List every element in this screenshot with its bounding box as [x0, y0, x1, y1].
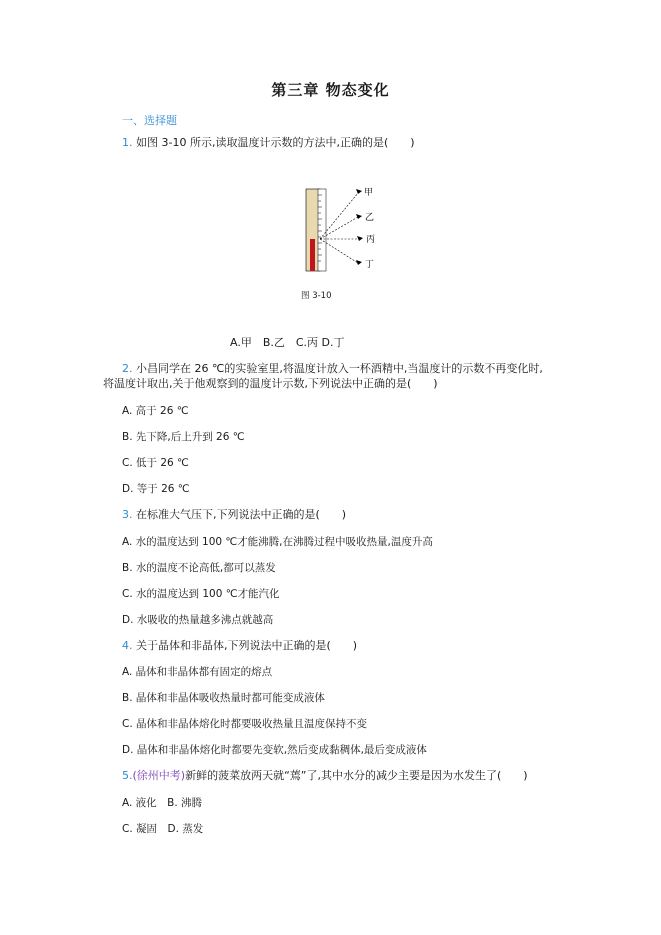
question-number: 1. [122, 136, 133, 149]
question-1-options: A.甲 B.乙 C.丙 D.丁 [230, 336, 345, 349]
question-stem: 如图 3-10 所示,读取温度计示数的方法中,正确的是( ) [136, 136, 415, 149]
question-source: (徐州中考) [132, 769, 186, 782]
question-5-options-row-1: A. 液化 B. 沸腾 [122, 797, 203, 809]
question-5-options-row-2: C. 凝固 D. 蒸发 [122, 823, 204, 835]
mercury-column [310, 239, 315, 271]
question-2-stem-cont: 将温度计取出,关于他观察到的温度计示数,下列说法中正确的是( ) [103, 377, 438, 390]
question-number: 5. [122, 769, 133, 782]
option-d: D. 等于 26 ℃ [122, 483, 190, 495]
question-stem: 新鲜的菠菜放两天就“蔫”了,其中水分的减少主要是因为水发生了( ) [185, 769, 528, 782]
figure-label-jia: 甲 [364, 188, 374, 198]
option-b: B. 晶体和非晶体吸收热量时都可能变成液体 [122, 692, 325, 704]
question-5 [122, 769, 528, 783]
option-d: D. 晶体和非晶体熔化时都要先变软,然后变成黏稠体,最后变成液体 [122, 744, 427, 756]
question-1 [122, 136, 415, 150]
question-number: 4. [122, 639, 133, 652]
option-c: C. 晶体和非晶体熔化时都要吸收热量且温度保持不变 [122, 718, 368, 730]
figure-label-yi: 乙 [365, 213, 375, 223]
figure-caption: 图 3-10 [301, 291, 332, 301]
eye-icon [357, 236, 363, 241]
figure-label-ding: 丁 [365, 260, 375, 270]
question-stem: 关于晶体和非晶体,下列说法中正确的是( ) [136, 639, 358, 652]
thermometer-scale [318, 189, 326, 271]
option-c: C. 低于 26 ℃ [122, 457, 189, 469]
thermometer-figure [296, 183, 392, 277]
option-b: B. 先下降,后上升到 26 ℃ [122, 431, 245, 443]
page-title: 第三章 物态变化 [271, 81, 390, 99]
option-c: C. 水的温度达到 100 ℃才能汽化 [122, 588, 280, 600]
question-4 [122, 639, 357, 653]
option-a: A. 晶体和非晶体都有固定的熔点 [122, 666, 273, 678]
question-stem: 在标准大气压下,下列说法中正确的是( ) [136, 508, 347, 521]
eye-icon [356, 189, 362, 194]
section-heading: 一、选择题 [122, 114, 177, 127]
option-a: A. 水的温度达到 100 ℃才能沸腾,在沸腾过程中吸收热量,温度升高 [122, 536, 433, 548]
question-number: 2. [122, 362, 133, 375]
question-number: 3. [122, 508, 133, 521]
option-d: D. 水吸收的热量越多沸点就越高 [122, 614, 274, 626]
figure-label-bing: 丙 [366, 235, 376, 245]
option-b: B. 水的温度不论高低,都可以蒸发 [122, 562, 276, 574]
question-3 [122, 508, 346, 522]
option-a: A. 高于 26 ℃ [122, 405, 189, 417]
eye-icon [356, 214, 362, 219]
question-stem: 小昌同学在 26 ℃的实验室里,将温度计放入一杯酒精中,当温度计的示数不再变化时, [136, 362, 543, 375]
question-2 [122, 362, 543, 376]
